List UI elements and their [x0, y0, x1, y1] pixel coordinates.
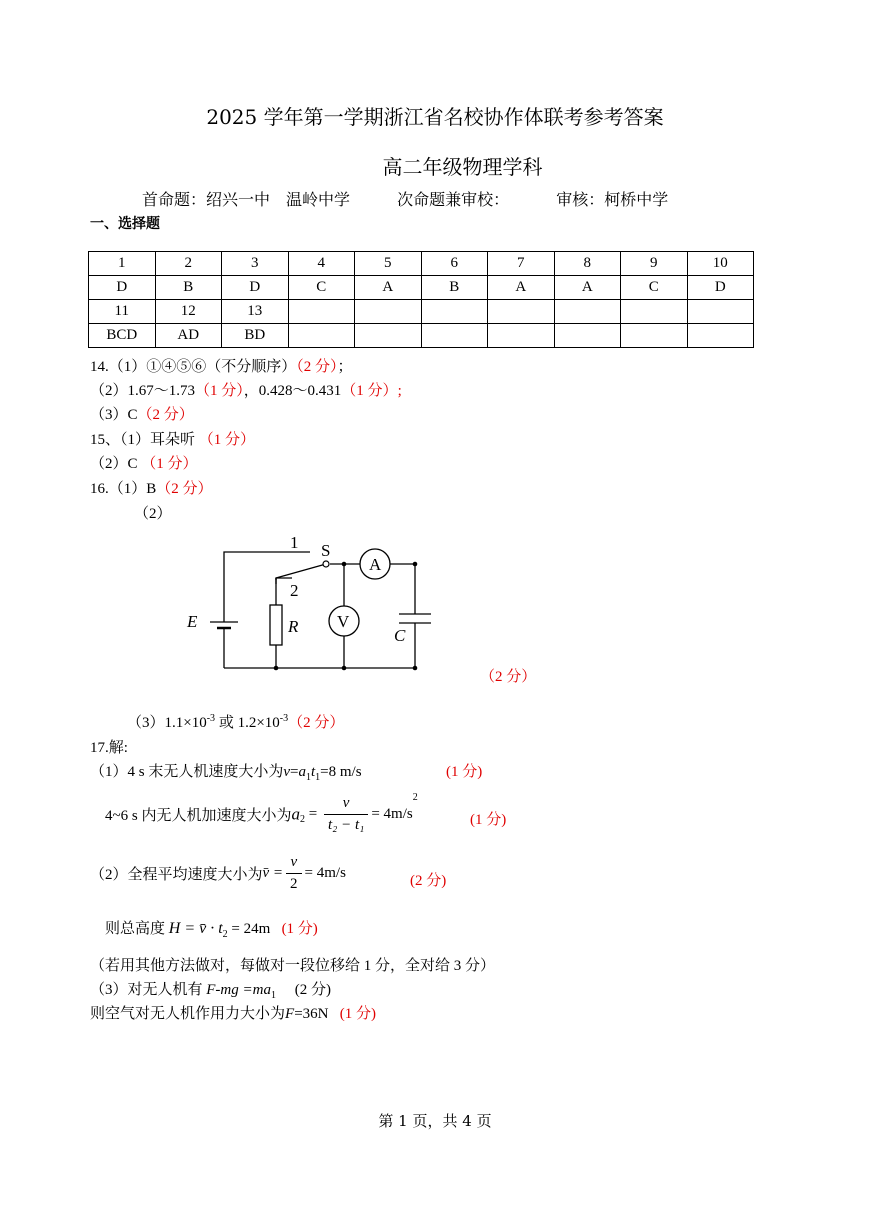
q14-2-text-a: （2）1.67～1.73 [90, 383, 196, 399]
q16-3-text-a: （3）1.1×10 [127, 715, 207, 731]
eq-value: = 24m [227, 921, 271, 937]
force-eq: F-mg =ma [206, 982, 271, 998]
contact-1-label: 1 [290, 533, 299, 552]
sub-1: 1 [270, 990, 276, 1001]
switch-label: S [321, 541, 331, 560]
eq-sign: = [290, 764, 299, 780]
fraction-num: v [286, 854, 302, 874]
q14-2-end: ; [397, 383, 402, 399]
q16-3-exp-a: -3 [206, 713, 216, 724]
q14-2-text-b: ，0.428～0.431 [243, 383, 342, 399]
table-cell: 11 [89, 300, 156, 324]
q16-line-1 [90, 477, 213, 498]
table-cell: A [488, 276, 555, 300]
q16-line-3 [127, 711, 344, 732]
q17-part3-b [90, 1002, 376, 1023]
table-cell [421, 300, 488, 324]
table-cell: B [155, 276, 222, 300]
eq-value: = 4m/s [371, 806, 413, 823]
q17-p2-score: (1 分) [470, 812, 507, 828]
q17-p5-score: (2 分) [294, 982, 331, 998]
committee-line [142, 187, 690, 210]
q16-1-text: 16.（1）B [90, 481, 157, 497]
table-cell [488, 324, 555, 348]
table-cell: B [421, 276, 488, 300]
page-subtitle: 高二年级物理学科 [382, 155, 543, 179]
section-heading-choice: 一、选择题 [90, 216, 160, 232]
eq-value: = 4m/s [304, 865, 346, 881]
var-a: a [298, 764, 306, 780]
table-row [89, 324, 754, 348]
q14-3-score: （2 分） [137, 407, 194, 423]
q14-1-text: 14.（1）①④⑤⑥（不分顺序） [90, 359, 297, 375]
q16-3-exp-b: -3 [279, 713, 289, 724]
q17-part3 [90, 978, 331, 1001]
q14-1-score: （2 分） [296, 359, 338, 375]
table-cell: 13 [222, 300, 289, 324]
table-cell: 12 [155, 300, 222, 324]
height-eq: H = v̄ · t [168, 920, 223, 937]
q17-p3-text: （2）全程平均速度大小为 [90, 867, 263, 883]
q17-part1-b: 4~6 s 内无人机加速度大小为$a_2$ = $\frac{v}{\text{t₂ − t₁}}$ = $4m/s^2$ [105, 792, 418, 834]
table-cell: 2 [155, 252, 222, 276]
page-title: 2025 学年第一学期浙江省名校协作体联考参考答案 [206, 105, 664, 129]
junction-dot [342, 562, 347, 567]
q14-2-score-b: （1 分） [341, 383, 398, 399]
q17-p1-text: （1）4 s 末无人机速度大小为 [90, 764, 284, 780]
q17-part1 [90, 760, 362, 783]
table-cell [488, 300, 555, 324]
q16-3-text-b: 或 1.2×10 [215, 715, 280, 731]
contact-2-label: 2 [290, 581, 299, 600]
table-cell [421, 324, 488, 348]
table-cell: C [288, 276, 355, 300]
table-cell [288, 324, 355, 348]
q17-p4-score: (1 分) [281, 921, 318, 937]
voltmeter-label: V [337, 612, 350, 631]
q16-3-score: （2 分） [288, 715, 345, 731]
table-cell: 4 [288, 252, 355, 276]
table-cell: C [621, 276, 688, 300]
var-v: v [283, 764, 291, 780]
table-cell: 3 [222, 252, 289, 276]
fraction-den: t₂ − t₁ [327, 817, 365, 834]
q14-line-2 [90, 379, 402, 400]
switch-blade [276, 564, 326, 578]
table-cell [621, 300, 688, 324]
q14-3-text: （3）C [90, 407, 138, 423]
q16-line-2: （2） [134, 506, 172, 522]
q17-heading: 17.解: [90, 740, 128, 756]
fraction-a2 [324, 795, 368, 834]
table-cell [355, 324, 422, 348]
table-cell: D [687, 276, 754, 300]
table-cell: AD [155, 324, 222, 348]
q17-p4-text: 则总高度 [105, 921, 166, 937]
junction-dot [413, 562, 418, 567]
q17-part2-b [105, 917, 318, 940]
var-F: F [285, 1006, 295, 1022]
switch-terminal [323, 561, 329, 567]
sub-1: 1 [315, 772, 321, 783]
q17-note: （若用其他方法做对，每做对一段位移给 1 分，全对给 3 分） [90, 958, 496, 974]
table-row [89, 300, 754, 324]
q15-2-text: （2）C [90, 456, 138, 472]
eq-value: =36N [294, 1006, 329, 1022]
q16-1-score: （2 分） [156, 481, 213, 497]
q15-1-score: （1 分） [198, 432, 256, 448]
battery-label: E [187, 612, 198, 631]
table-cell [288, 300, 355, 324]
table-row [89, 276, 754, 300]
table-cell [621, 324, 688, 348]
var-a2: a [291, 804, 300, 824]
junction-dot [342, 666, 347, 671]
avg-velocity: v̄ = [262, 865, 284, 881]
ammeter-label: A [369, 555, 382, 574]
table-cell: 10 [687, 252, 754, 276]
eq-value: =8 m/s [320, 764, 362, 780]
resistor-r [270, 605, 282, 645]
table-cell: BCD [89, 324, 156, 348]
table-cell [355, 300, 422, 324]
q14-line-3 [90, 403, 194, 424]
sub-2: 2 [299, 814, 305, 825]
table-cell: 6 [421, 252, 488, 276]
fraction-avg [286, 854, 302, 893]
resistor-label: R [288, 617, 299, 636]
fraction-num: v [324, 795, 368, 815]
q16-circuit-score: （2 分） [480, 669, 537, 685]
table-cell: 7 [488, 252, 555, 276]
junction-dot [274, 666, 279, 671]
table-cell [687, 300, 754, 324]
q17-p5-text: （3）对无人机有 [90, 982, 203, 998]
table-row [89, 252, 754, 276]
q14-line-1 [90, 355, 353, 376]
junction-dot [413, 666, 418, 671]
second-setter: 次命题兼审校： [397, 190, 510, 209]
table-cell: BD [222, 324, 289, 348]
q17-p6-text: 则空气对无人机作用力大小为 [90, 1006, 286, 1022]
q17-p2-text: 4~6 s 内无人机加速度大小为 [105, 808, 292, 825]
fraction-den: 2 [290, 876, 298, 892]
q15-2-score: （1 分） [141, 456, 198, 472]
q17-p3-score: (2 分) [410, 873, 447, 889]
sub-1: 1 [305, 772, 311, 783]
q14-1-end: ； [337, 359, 353, 375]
q14-2-score-a: （1 分） [195, 383, 244, 399]
table-cell: 1 [89, 252, 156, 276]
table-cell: D [89, 276, 156, 300]
table-cell: 8 [554, 252, 621, 276]
answer-table [88, 251, 754, 348]
table-cell [554, 300, 621, 324]
sup-2: 2 [412, 792, 418, 803]
q17-p6-score: (1 分) [339, 1006, 376, 1022]
q17-p1-score: (1 分) [446, 764, 483, 780]
q15-1-text: 15、（1）耳朵听 [90, 432, 196, 448]
table-cell: A [355, 276, 422, 300]
table-cell: 9 [621, 252, 688, 276]
reviewer: 审核：柯桥中学 [556, 190, 669, 209]
table-cell: A [554, 276, 621, 300]
q15-line-1 [90, 428, 255, 449]
capacitor-label: C [394, 626, 406, 645]
q17-part2 [90, 854, 346, 893]
var-t: t [310, 764, 316, 780]
q15-line-2 [90, 452, 198, 473]
table-cell: 5 [355, 252, 422, 276]
circuit-diagram [180, 528, 450, 678]
page-footer: 第 1 页，共 4 页 [378, 1112, 492, 1130]
table-cell: D [222, 276, 289, 300]
table-cell [554, 324, 621, 348]
sub-2: 2 [222, 929, 228, 940]
table-cell [687, 324, 754, 348]
first-setter: 首命题：绍兴一中 温岭中学 [142, 190, 351, 209]
